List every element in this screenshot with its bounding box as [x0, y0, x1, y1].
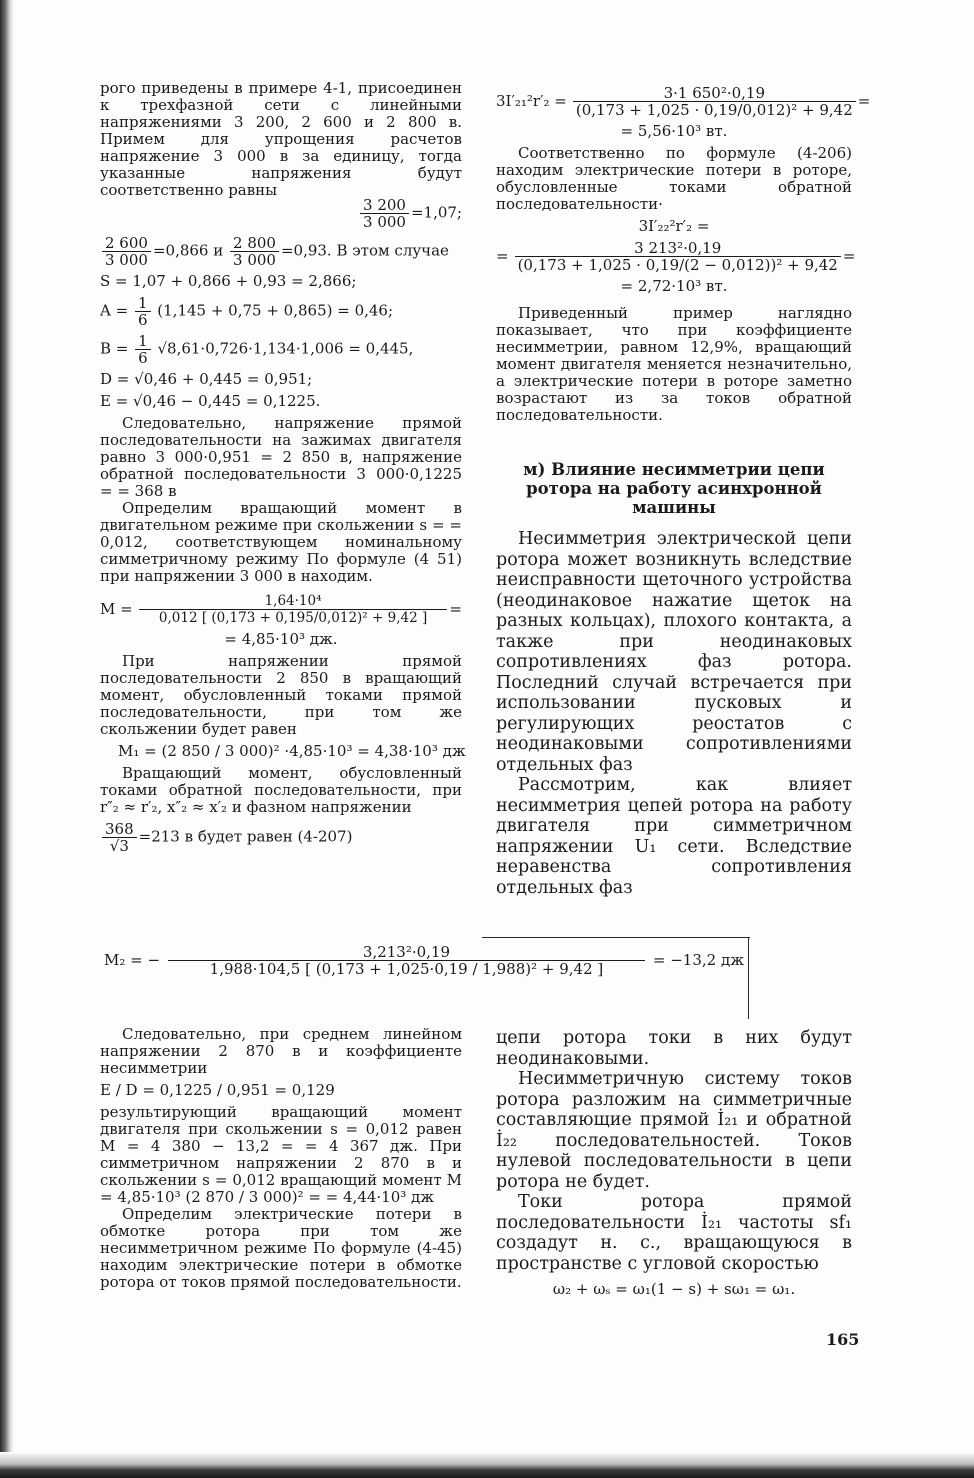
equation-m1: M₁ = (2 850 / 3 000)² ·4,85·10³ = 4,38·10³ дж — [118, 742, 466, 760]
left-column-bottom — [100, 1026, 462, 1291]
equation-loss-inverse: = $\frac{\text{3 213²·0,19}}{\text{(0,173 + 1,025 · 0,19/(2 − 0,012))² + 9,42}}$ = — [496, 239, 856, 274]
equation: $\frac{3 200}{3 000}$ =1,07; — [100, 197, 462, 230]
formula-rule — [748, 937, 749, 1019]
paragraph: цепи ротора токи в них будут неодинаковыми. — [496, 1028, 852, 1069]
formula-rule — [482, 937, 750, 938]
paragraph: результирующий вращающий момент двигателя при скольжении s = 0,012 равен M = 4 380 − 13,2 = = 4 367 дж. При симметричном напряжении 2 870 в и скольжении s = 0,012 вращающий момент M = 4,85·10³ (2 870 / 3 000)² = = 4,44·10³ дж — [100, 1103, 462, 1206]
paragraph: При напряжении прямой последовательности 2 850 в вращающий момент, обусловленный токами прямой последовательности, при том же скольжении будет равен — [100, 652, 462, 738]
equation-m-result: = 4,85·10³ дж. — [224, 630, 338, 648]
equation: E / D = 0,1225 / 0,951 = 0,129 — [100, 1081, 335, 1099]
fraction: $\frac{2 600}{3 000}$ — [102, 235, 151, 268]
page-number: 165 — [826, 1330, 860, 1349]
paragraph: Приведенный пример наглядно показывает, что при коэффициенте несимметрии, равном 12,9%, вращающий момент двигателя меняется незначительно, а электрические потери в роторе заметно возрастают из за токов обратной последовательности. — [496, 304, 852, 424]
paragraph: рого приведены в примере 4-1, присоединен к трехфазной сети с линейными напряжениями 3 200, 2 600 и 2 800 в. Примем для упрощения расчетов напряжение 3 000 в за единицу, тогда указанные напряжения будут соответственно равны — [100, 79, 462, 199]
equation-a: A = $\frac{1}{6}$ (1,145 + 0,75 + 0,865) = 0,46; — [100, 294, 394, 329]
fraction: $\frac{3 200}{3 000}$ — [360, 197, 409, 230]
equation-e: E = √0,46 − 0,445 = 0,1225. — [100, 392, 321, 410]
equation-m2: M₂ = − $\frac{\text{3,213²·0,19}}{\text{1,988·104,5 [ (0,173 + 1,025·0,19 / 1,988)² + 9,42 ]}}$ = −13,2 дж — [104, 943, 744, 978]
equation-m: M = $\frac{\text{1,64·10⁴}}{\text{0,012 [ (0,173 + 0,195/0,012)² + 9,42 ]}}$ = — [100, 593, 462, 626]
paragraph: Несимметрия электрической цепи ротора может возникнуть вследствие неисправности щеточного устройства (неодинаковое нажатие щеток на разных кольцах), плохого контакта, а также при неодинаковых сопротивлениях фаз ротора. Последний случай встречается при использовании пусковых и регулирующих реостатов с неодинаковыми сопротивлениями отдельных фаз — [496, 529, 852, 775]
page-bottom-shadow — [0, 1452, 974, 1478]
paragraph: Соответственно по формуле (4-206) находим электрические потери в роторе, обусловленные токами обратной последовательности· — [496, 144, 852, 213]
equation: $\frac{2 600}{3 000}$ =0,866 и $\frac{2 800}{3 000}$ =0,93. В этом случае — [100, 235, 462, 268]
paragraph: Определим вращающий момент в двигательном режиме при скольжении s = = 0,012, соответствующем номинальному симметричному режиму По формуле (4 51) при напряжении 3 000 в находим. — [100, 499, 462, 585]
equation-result: = 5,56·10³ вт. — [620, 122, 728, 140]
paragraph: Следовательно, напряжение прямой последовательности на зажимах двигателя равно 3 000·0,951 = 2 850 в, напряжение обратной последовательности 3 000·0,1225 = = 368 в — [100, 414, 462, 500]
equation-result: = 2,72·10³ вт. — [620, 277, 728, 295]
paragraph: Вращающий момент, обусловленный токами обратной последовательности, при r″₂ ≈ r′₂, x″₂ ≈ x′₂ и фазном напряжении — [100, 764, 462, 816]
right-column-bottom — [496, 1028, 852, 1305]
equation-lhs: 3I′₂₂²r′₂ = — [638, 217, 710, 235]
paragraph: Токи ротора прямой последовательности İ₂₁ частоты sf₁ создадут н. с., вращающуюся в пространстве с угловой скоростью — [496, 1192, 852, 1274]
equation-s: S = 1,07 + 0,866 + 0,93 = 2,866; — [100, 272, 357, 290]
left-column — [100, 79, 466, 859]
equation-d: D = √0,46 + 0,445 = 0,951; — [100, 370, 313, 388]
section-heading: м) Влияние несимметрии цепи ротора на работу асинхронной машины — [523, 460, 825, 517]
equation-omega: ω₂ + ωₛ = ω₁(1 − s) + sω₁ = ω₁. — [552, 1280, 796, 1298]
paragraph: Несимметричную систему токов ротора разложим на симметричные составляющие прямой İ₂₁ и обратной İ₂₂ последовательностей. Токов нулевой последовательности в цепи ротора не будет. — [496, 1069, 852, 1192]
paragraph: Следовательно, при среднем линейном напряжении 2 870 в и коэффициенте несимметрии — [100, 1025, 462, 1077]
page-edge-shadow — [0, 0, 14, 1478]
paragraph: Рассмотрим, как влияет несимметрия цепей ротора на работу двигателя при симметричном напряжении U₁ сети. Вследствие неравенства сопротивления отдельных фаз — [496, 775, 852, 898]
equation-b: B = $\frac{1}{6}$ √8,61·0,726·1,134·1,006 = 0,445, — [100, 332, 414, 367]
equation: $\frac{368}{√3}$ =213 в будет равен (4-207) — [100, 821, 462, 854]
equation-loss-direct: 3I′₂₁²r′₂ = $\frac{\text{3·1 650²·0,19}}{\text{(0,173 + 1,025 · 0,19/0,012)² + 9,42}}$ = — [496, 84, 871, 119]
right-column — [496, 80, 871, 898]
fraction: $\frac{2 800}{3 000}$ — [230, 235, 279, 268]
paragraph: Определим электрические потери в обмотке ротора при том же несимметричном режиме По формуле (4-45) находим электрические потери в обмотке ротора от токов прямой последовательности. — [100, 1205, 462, 1291]
